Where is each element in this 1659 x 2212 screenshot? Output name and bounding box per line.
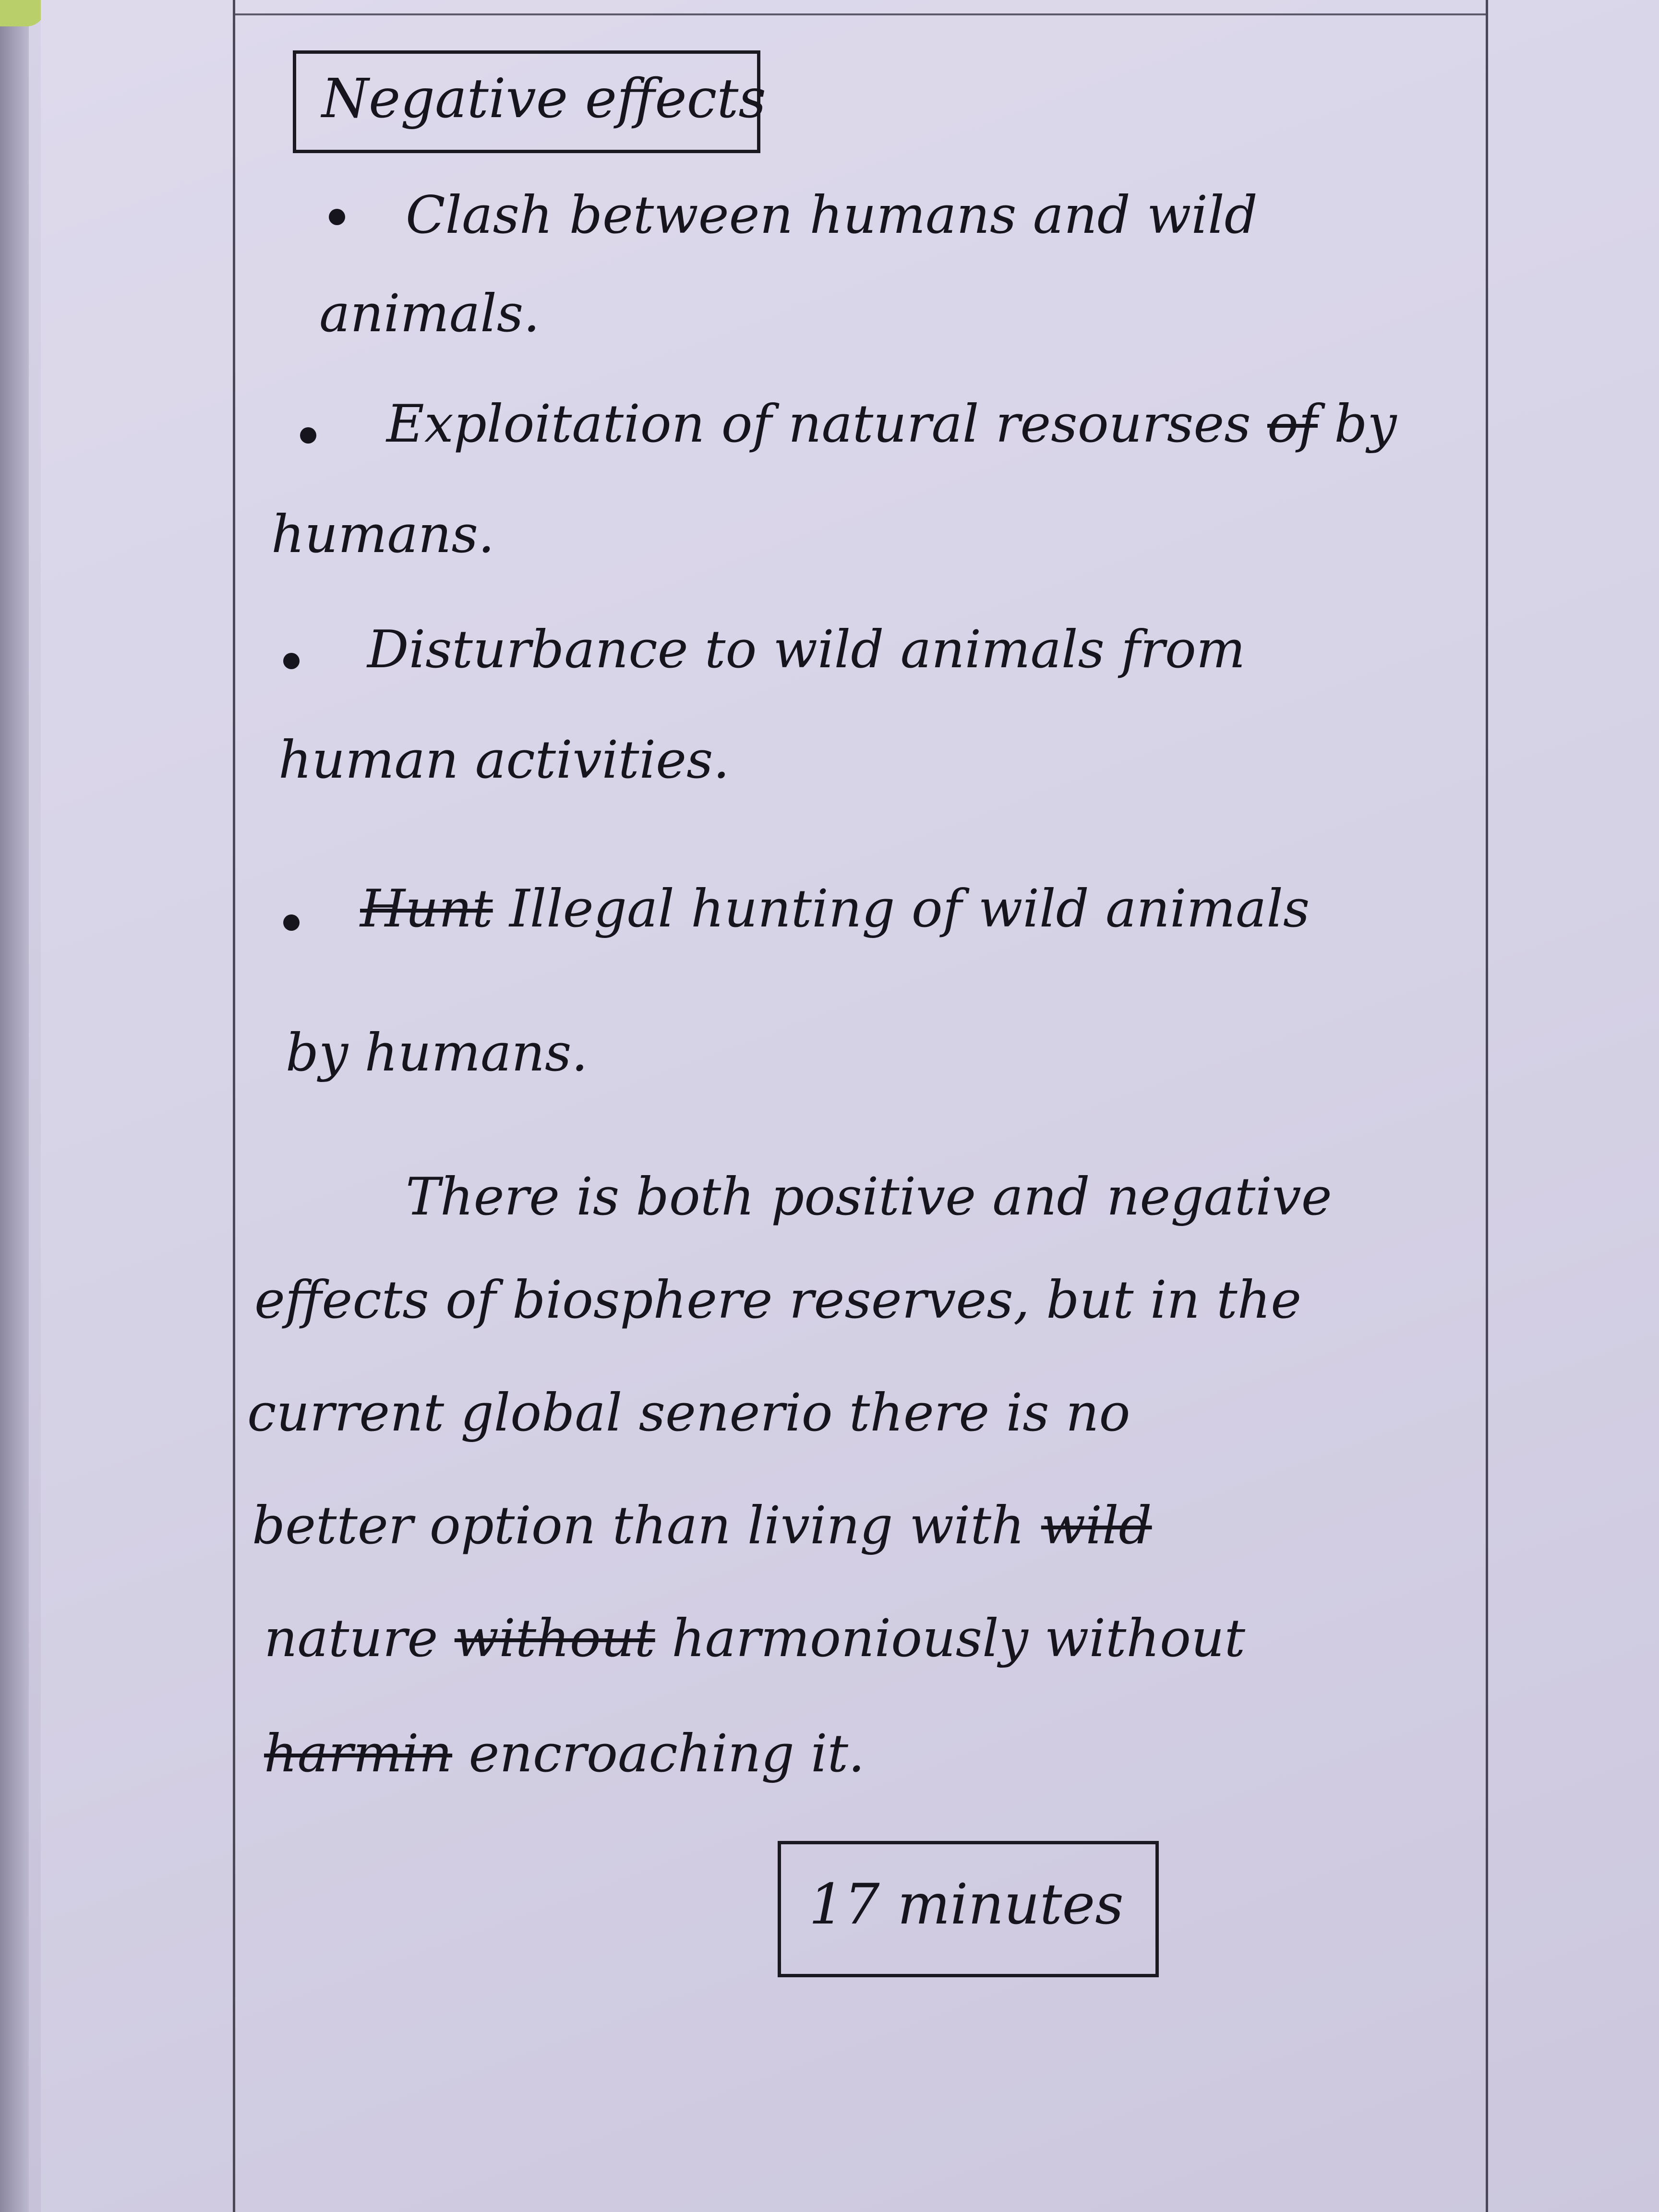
- conclusion-line-6: [264, 1724, 865, 1784]
- bullet-4: [283, 914, 300, 931]
- corner-tab: [0, 0, 46, 26]
- bullet-3: [283, 653, 300, 669]
- conclusion-line-4-strike: wild: [1041, 1496, 1152, 1556]
- conclusion-line-5-text-b: harmoniously without: [672, 1609, 1245, 1669]
- conclusion-line-6-text: encroaching it.: [469, 1724, 865, 1784]
- top-rule: [233, 13, 1488, 15]
- conclusion-line-2: effects of biosphere reserves, but in the: [254, 1270, 1302, 1330]
- right-margin-line: [1486, 0, 1488, 2212]
- conclusion-line-5: [264, 1609, 1245, 1669]
- conclusion-line-3: current global senerio there is no: [247, 1383, 1130, 1443]
- bullet-2-text-a: Exploitation of natural resourses: [386, 394, 1251, 454]
- notebook-page: [41, 0, 1659, 2212]
- bullet-2-line-2: humans.: [271, 505, 495, 565]
- conclusion-line-6-strike: harmin: [264, 1724, 453, 1784]
- bullet-3-line-1: Disturbance to wild animals from: [367, 620, 1246, 680]
- conclusion-line-1: There is both positive and negative: [406, 1167, 1332, 1227]
- bullet-2-text-b: by: [1334, 394, 1397, 454]
- conclusion-line-5-strike: without: [454, 1609, 655, 1669]
- left-margin-line: [233, 0, 235, 2212]
- bullet-1-line-1: Clash between humans and wild: [406, 185, 1258, 245]
- bullet-2-line-1: [386, 394, 1397, 454]
- bullet-4-line-2: by humans.: [286, 1023, 588, 1083]
- bullet-3-line-2: human activities.: [278, 730, 730, 790]
- bullet-2: [300, 427, 316, 444]
- conclusion-line-5-text-a: nature: [264, 1609, 438, 1669]
- bullet-1-line-2: animals.: [319, 284, 540, 344]
- notebook-edge: [0, 0, 29, 2212]
- conclusion-line-4-text: better option than living with: [252, 1496, 1025, 1556]
- bullet-4-strike: Hunt: [360, 879, 493, 939]
- time-text: 17 minutes: [809, 1872, 1124, 1937]
- bullet-4-text: Illegal hunting of wild animals: [509, 879, 1310, 939]
- conclusion-line-4: [252, 1496, 1152, 1556]
- bullet-4-line-1: [360, 879, 1310, 939]
- bullet-2-strike: of: [1267, 394, 1318, 454]
- bullet-1: [329, 209, 345, 225]
- heading: Negative effects: [322, 68, 766, 130]
